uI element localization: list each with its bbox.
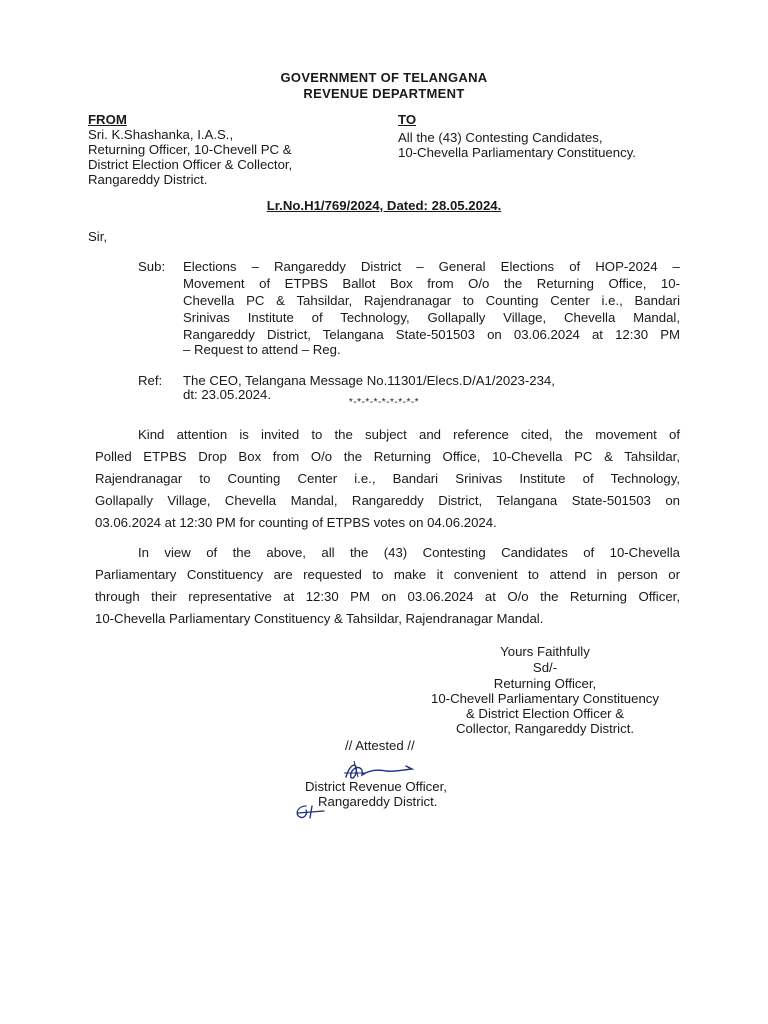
to-line-2: 10-Chevella Parliamentary Constituency. [398,145,636,160]
closing-sd: Sd/- [532,660,558,675]
paragraph1-line-4: Gollapally Village, Chevella Mandal, Rangareddy District, Telangana State-501503 on [95,493,680,508]
paragraph2-line-3: through their representative at 12:30 PM on 03.06.2024 at O/o the Returning Officer, [95,589,680,604]
paragraph2-line-2: Parliamentary Constituency are requested to make it convenient to attend in person or [95,567,680,582]
ref-line-2: dt: 23.05.2024. [183,387,271,402]
subject-line-5: Rangareddy District, Telangana State-501503 on 03.06.2024 at 12:30 PM [183,327,680,342]
subject-line-6: – Request to attend – Reg. [183,342,341,357]
from-label: FROM [88,112,127,127]
ref-line-1: The CEO, Telangana Message No.11301/Elecs.D/A1/2023-234, [183,373,555,388]
from-line-1: Sri. K.Shashanka, I.A.S., [88,127,234,142]
paragraph1-line-5: 03.06.2024 at 12:30 PM for counting of ETPBS votes on 04.06.2024. [95,515,497,530]
subject-line-3: Chevella PC & Tahsildar, Rajendranagar to Counting Center i.e., Bandari [183,293,680,308]
to-label: TO [398,112,417,127]
paragraph1-line-1: Kind attention is invited to the subject and reference cited, the movement of [138,427,680,442]
separator-stars: *-*-*-*-*-*-*-*-* [348,397,420,408]
closing-designation-1: Returning Officer, [493,676,597,691]
header-government: GOVERNMENT OF TELANGANA [280,70,488,85]
subject-line-1: Elections – Rangareddy District – General Elections of HOP-2024 – [183,259,680,274]
salutation: Sir, [88,229,108,244]
attested-line-2: Rangareddy District. [318,794,438,809]
attested-line-1: District Revenue Officer, [305,779,447,794]
closing-yours-faithfully: Yours Faithfully [500,644,590,659]
from-line-4: Rangareddy District. [88,172,208,187]
initials-mark [290,800,330,824]
to-line-1: All the (43) Contesting Candidates, [398,130,603,145]
closing-designation-4: Collector, Rangareddy District. [455,721,635,736]
ref-label: Ref: [138,373,163,388]
paragraph2-line-1: In view of the above, all the (43) Contesting Candidates of 10-Chevella [138,545,680,560]
paragraph1-line-3: Rajendranagar to Counting Center i.e., Bandari Srinivas Institute of Technology, [95,471,680,486]
attested-label: // Attested // [345,738,415,753]
subject-line-2: Movement of ETPBS Ballot Box from O/o the Returning Office, 10- [183,276,680,291]
subject-label: Sub: [138,259,166,274]
closing-designation-3: & District Election Officer & [465,706,625,721]
subject-line-4: Srinivas Institute of Technology, Gollapally Village, Chevella Mandal, [183,310,680,325]
from-line-3: District Election Officer & Collector, [88,157,293,172]
from-line-2: Returning Officer, 10-Chevell PC & [88,142,292,157]
paragraph1-line-2: Polled ETPBS Drop Box from O/o the Returning Office, 10-Chevella PC & Tahsildar, [95,449,680,464]
letter-reference-number: Lr.No.H1/769/2024, Dated: 28.05.2024. [266,198,502,213]
closing-designation-2: 10-Chevell Parliamentary Constituency [431,691,659,706]
paragraph2-line-4: 10-Chevella Parliamentary Constituency & Tahsildar, Rajendranagar Mandal. [95,611,544,626]
header-department: REVENUE DEPARTMENT [303,86,465,101]
